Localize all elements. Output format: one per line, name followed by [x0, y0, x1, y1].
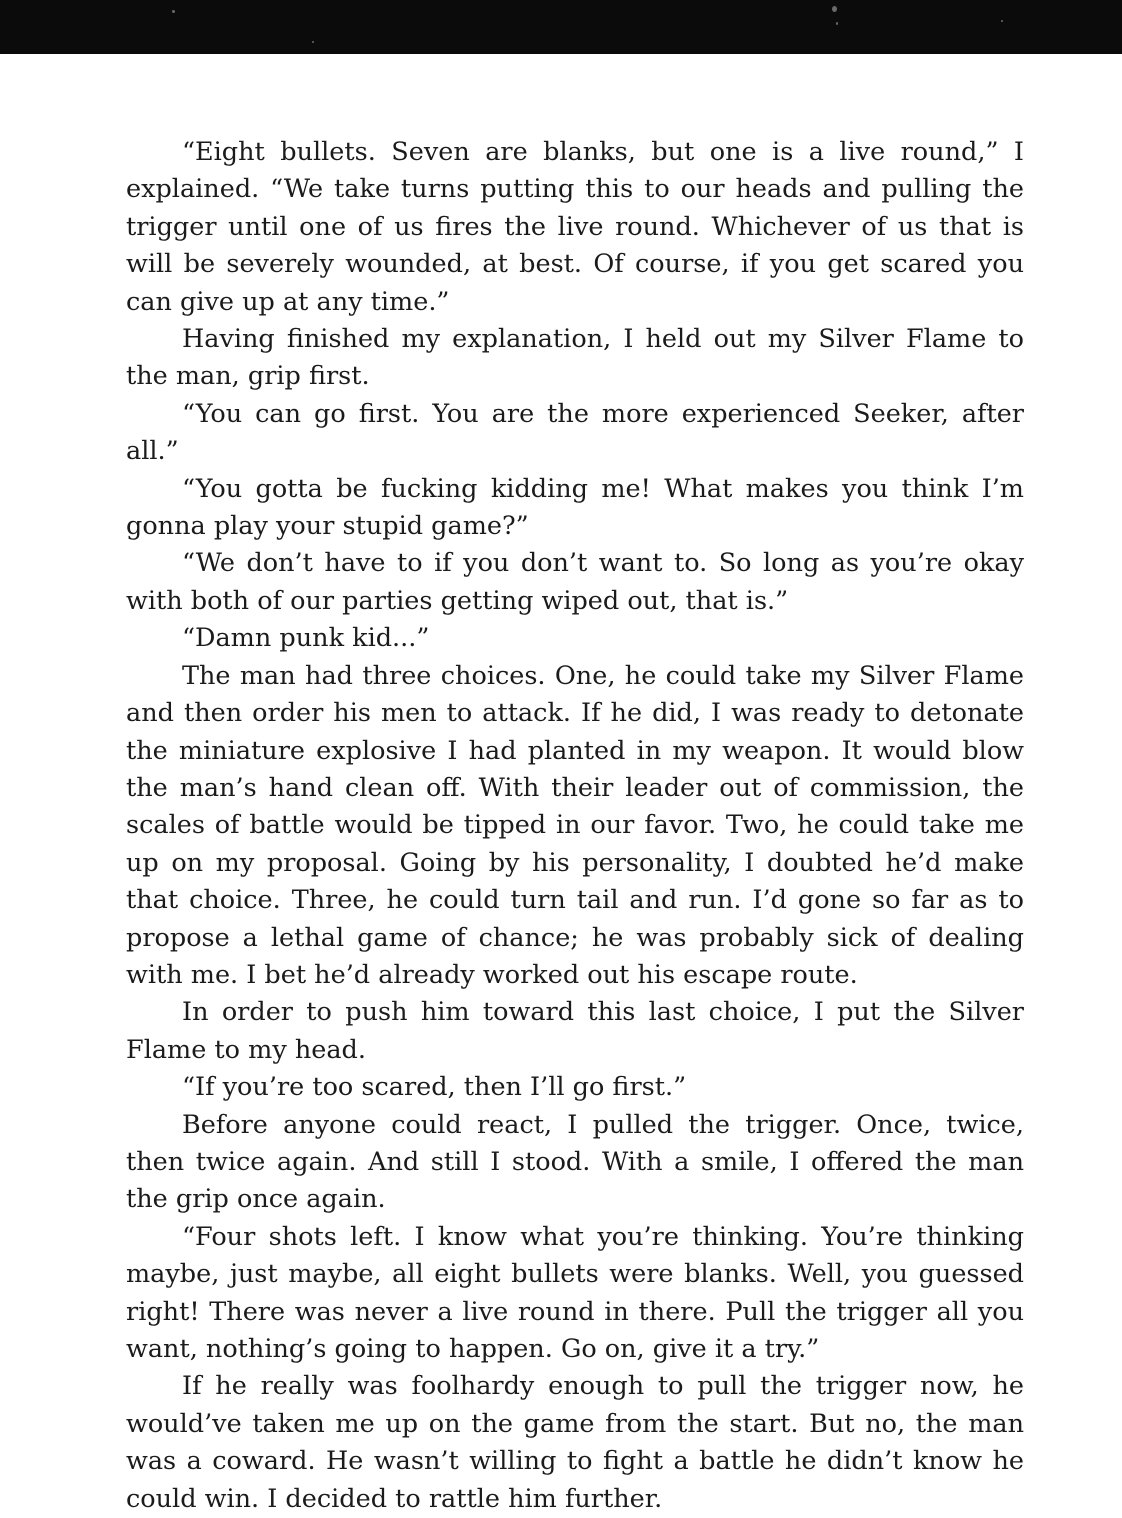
paragraph: Having finished my explanation, I held out my Silver Flame to the man, grip first. [126, 324, 1024, 392]
paragraph: In order to push him toward this last choice, I put the Silver Flame to my head. [126, 997, 1024, 1065]
paragraph: Before anyone could react, I pulled the trigger. Once, twice, then twice again. And still I stood. With a smile, I offered the man the grip once again. [126, 1109, 1024, 1215]
paragraph: The man had three choices. One, he could take my Silver Flame and then order his men to attack. If he did, I was ready to detonate the miniature explosive I had planted in my weapon. It would blow the man’s hand clean off. With their leader out of commission, the scales of battle would be tipped in our favor. Two, he could take me up on my proposal. Going by his personality, I doubted he’d make that choice. Three, he could turn tail and run. I’d gone so far as to propose a lethal game of chance; he was probably sick of dealing with me. I bet he’d already worked out his escape route. [126, 660, 1024, 990]
top-scan-border [0, 0, 1122, 54]
paragraph: “Eight bullets. Seven are blanks, but one is a live round,” I explained. “We take turns putting this to our heads and pulling the trigger until one of us fires the live round. Whichever of us that is will be severely wounded, at best. Of course, if you get scared you can give up at any time.” [126, 137, 1024, 317]
paragraph: If he really was foolhardy enough to pull the trigger now, he would’ve taken me up on the game from the start. But no, the man was a coward. He wasn’t willing to fight a battle he didn’t know he could win. I decided to rattle him further. [126, 1371, 1024, 1514]
scan-speck [172, 10, 175, 13]
scan-speck [312, 41, 314, 43]
paragraph: “Damn punk kid...” [182, 623, 430, 654]
scan-speck [1001, 20, 1003, 22]
paragraph: “You can go first. You are the more experienced Seeker, after all.” [126, 398, 1024, 467]
scan-speck [832, 6, 837, 12]
paragraph: “If you’re too scared, then I’ll go first.” [182, 1072, 687, 1103]
paragraph: “Four shots left. I know what you’re thinking. You’re thinking maybe, just maybe, all eight bullets were blanks. Well, you guessed right! There was never a live round in there. Pull the trigger all you want, nothing’s going to happen. Go on, give it a try.” [126, 1221, 1024, 1364]
page-body-text [126, 134, 1024, 1518]
paragraph: “We don’t have to if you don’t want to. So long as you’re okay with both of our parties getting wiped out, that is.” [126, 548, 1024, 616]
scan-speck [836, 22, 838, 25]
paragraph: “You gotta be fucking kidding me! What makes you think I’m gonna play your stupid game?” [126, 473, 1024, 542]
